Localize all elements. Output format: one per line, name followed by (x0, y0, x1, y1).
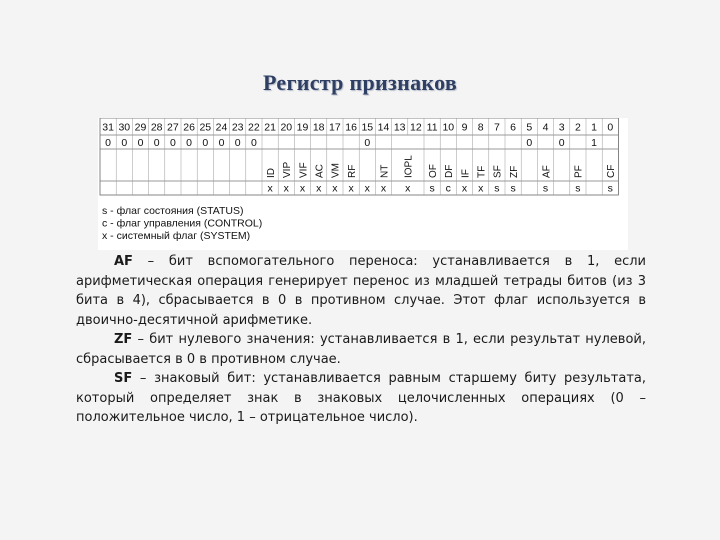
reserved-bit-value: 0 (558, 137, 565, 149)
bit-number: 15 (361, 121, 374, 134)
reserved-bit-value: 0 (105, 137, 112, 149)
flag-name-nt: NT (379, 164, 391, 178)
flags-register-diagram (98, 118, 628, 250)
bit-number: 31 (102, 121, 114, 134)
reserved-bit-value: 0 (250, 137, 257, 149)
zf-term: ZF (114, 332, 133, 347)
bit-number: 28 (150, 121, 163, 134)
flag-type-marker: x (299, 182, 306, 195)
flag-name-pf: PF (573, 165, 585, 178)
flag-name-iopl: IOPL (403, 155, 415, 178)
flag-name-cf: CF (606, 164, 618, 178)
bit-number: 27 (167, 121, 179, 134)
bit-number: 24 (215, 121, 228, 134)
bit-number: 4 (542, 121, 549, 134)
bit-number: 18 (312, 121, 325, 134)
flag-name-af: AF (541, 165, 553, 178)
flag-type-marker: x (283, 182, 289, 195)
flags-register-svg (98, 118, 628, 250)
bit-number: 12 (410, 121, 422, 134)
bit-number: 14 (377, 121, 390, 134)
af-term: AF (114, 254, 133, 269)
bit-number: 29 (134, 121, 147, 134)
flag-type-marker: s (542, 182, 549, 195)
bit-number: 11 (426, 121, 438, 134)
zf-text: – бит нулевого значения: устанавливается в 1, если результат нулевой, сбрасывается в 0 в противном случае. (76, 332, 646, 367)
flag-type-marker: s (510, 182, 516, 195)
flag-type-marker: s (607, 182, 613, 195)
flag-name-of: OF (427, 164, 439, 178)
flag-name-tf: TF (476, 165, 488, 178)
bit-number: 19 (296, 121, 309, 134)
bit-number: 1 (591, 121, 598, 134)
bit-number: 20 (280, 121, 293, 134)
reserved-bit-value: 0 (186, 137, 193, 149)
bit-number: 7 (493, 121, 500, 134)
reserved-bit-value: 0 (153, 137, 160, 149)
flag-name-if: IF (460, 169, 472, 178)
flag-type-marker: x (364, 182, 370, 195)
slide-title: Регистр признаков (262, 70, 458, 95)
bit-number: 3 (558, 121, 565, 134)
sf-text: – знаковый бит: устанавливается равным старшему биту результата, который определяет знак в знаковых целочисленных операциях (0 – положительное число, 1 – отрицательное число). (76, 371, 646, 425)
flag-descriptions (76, 252, 646, 428)
flag-name-rf: RF (346, 164, 358, 178)
reserved-bit-value: 0 (234, 137, 241, 149)
flag-type-marker: s (575, 182, 581, 195)
flag-type-marker: s (429, 182, 435, 195)
flag-name-df: DF (444, 164, 456, 178)
flag-name-vm: VM (330, 163, 342, 178)
flag-type-marker: c (445, 182, 451, 195)
reserved-bit-value: 0 (169, 137, 176, 149)
reserved-bit-value: 0 (526, 137, 533, 149)
bit-number: 10 (442, 121, 455, 134)
bit-number: 25 (199, 121, 212, 134)
reserved-bit-value: 0 (218, 137, 225, 149)
reserved-bit-value: 0 (202, 137, 209, 149)
flag-type-marker: x (380, 182, 387, 195)
reserved-bit-value: 1 (591, 137, 598, 149)
flag-name-id: ID (265, 168, 277, 178)
bit-number: 22 (248, 121, 260, 134)
flag-type-marker: s (494, 182, 500, 195)
flag-name-sf: SF (492, 165, 504, 178)
flag-type-marker: x (267, 182, 273, 195)
bit-number: 16 (345, 121, 357, 134)
flag-type-marker: x (332, 182, 338, 195)
legend-line: s - флаг состояния (STATUS) (102, 205, 244, 217)
bit-number: 9 (461, 121, 468, 134)
bit-number: 17 (329, 121, 341, 134)
sf-term: SF (114, 371, 133, 386)
reserved-bit-value: 0 (121, 137, 128, 149)
af-text: – бит вспомогательного переноса: устанавливается в 1, если арифметическая операция генерирует перенос из младшей тетрады битов (из 3 бита в 4), сбрасывается в 0 в противном случае. Этот флаг используется в двоично-десятичной арифметике. (76, 254, 646, 328)
flag-name-ac: AC (314, 164, 326, 178)
bit-number: 30 (118, 121, 131, 134)
bit-number: 26 (183, 121, 195, 134)
flag-type-marker: x (348, 182, 354, 195)
flag-type-marker: x (461, 182, 468, 195)
flag-type-marker: x (478, 182, 484, 195)
flag-name-vif: VIF (298, 162, 310, 178)
flag-name-vip: VIP (282, 161, 294, 178)
zf-description (76, 330, 646, 369)
bit-number: 8 (477, 121, 484, 134)
af-description (76, 252, 646, 330)
bit-number: 13 (393, 121, 406, 134)
flag-type-marker: x (316, 182, 322, 195)
legend-line: x - системный флаг (SYSTEM) (102, 230, 251, 242)
bit-number: 2 (574, 121, 581, 134)
bit-number: 21 (264, 121, 276, 134)
flag-name-zf: ZF (508, 165, 520, 178)
reserved-bit-value: 0 (364, 137, 371, 149)
bit-number: 23 (231, 121, 244, 134)
bit-number: 5 (526, 121, 533, 134)
sf-description (76, 369, 646, 428)
reserved-bit-value: 0 (137, 137, 144, 149)
legend-line: c - флаг управления (CONTROL) (102, 217, 263, 230)
bit-number: 6 (510, 121, 517, 134)
flag-type-marker: x (405, 182, 411, 195)
bit-number: 0 (607, 121, 614, 134)
